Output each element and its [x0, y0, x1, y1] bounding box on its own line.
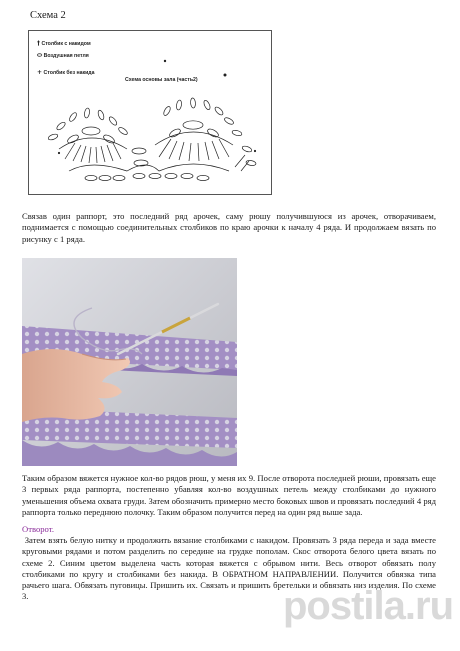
paragraph-ruffles	[22, 473, 436, 518]
crochet-photo	[22, 258, 237, 466]
crochet-diagram-drawing	[29, 31, 273, 196]
paragraph-emphasis: В ОБРАТНОМ НАПРАВЛЕНИИ	[212, 568, 337, 579]
left-fan	[47, 108, 128, 163]
scheme-caption: Схема основы зала (часть2)	[125, 77, 198, 83]
legend-label: Столбик с накидом	[41, 41, 91, 47]
paragraph-part-a: Затем взять белую нитку и продолжить вязание столбиками с накидом. Провязать 3 ряда переда и зада вместе круговыми рядами и потом разделить по середине на грудке пополам. Скос отворота белого цвета вязать по схеме 2. Синим цветом выделена часть которая вяжется с обрывом нити. Весь отворот обвязать полу столбиками по кругу и столбиками без накида.	[22, 535, 436, 579]
right-fan	[155, 98, 242, 161]
single-crochet-symbol-icon: +	[37, 69, 43, 76]
base-chain-row	[85, 173, 209, 180]
heading-text: Отворот.	[22, 524, 54, 534]
watermark-logo: postila.ru	[283, 584, 454, 628]
paragraph-text: Связав один раппорт, это последний ряд арочек, саму рюшу получившуюся из арочек, отворачиваем, поднимается с помощью соединительных столбиков по краю арочки к началу 4 ряда. И продолжаем вязать по рисунку с 1 ряда.	[22, 211, 436, 244]
crochet-scheme	[28, 30, 272, 195]
paragraph-part-b: . Получится обвязка типа рачьего шага. Обвязать пуговицы. Пришить их. Связать и пришить бретельки и обвязать низ изделия. По схеме 3.	[22, 568, 436, 602]
crochet-photo-image	[22, 258, 237, 466]
paragraph-text: Таким образом вяжется нужное кол-во рядов рюш, у меня их 9. После отворота последней рюши, провязать еще 3 первых ряда раппорта, постепенно убавляя кол-во воздушных петель между столбиками до нужного уменьшения объема охвата груди. Затем обозначить примерно место боковых швов и провязать последний 4 ряд раппорта только переднюю полочку. Таким образом получится перед на один ряд выше зада.	[22, 473, 436, 517]
double-crochet-symbol-icon: †	[37, 40, 40, 47]
legend-label: Воздушная петля	[43, 53, 89, 59]
legend-label: Столбик без накида	[43, 70, 95, 76]
scheme-title: Схема 2	[30, 10, 66, 21]
paragraph-intro	[22, 211, 436, 245]
chain-stitch-symbol-icon: ⬭	[37, 52, 43, 59]
section-heading-otvorot	[22, 524, 436, 535]
edge-fan	[235, 145, 256, 171]
